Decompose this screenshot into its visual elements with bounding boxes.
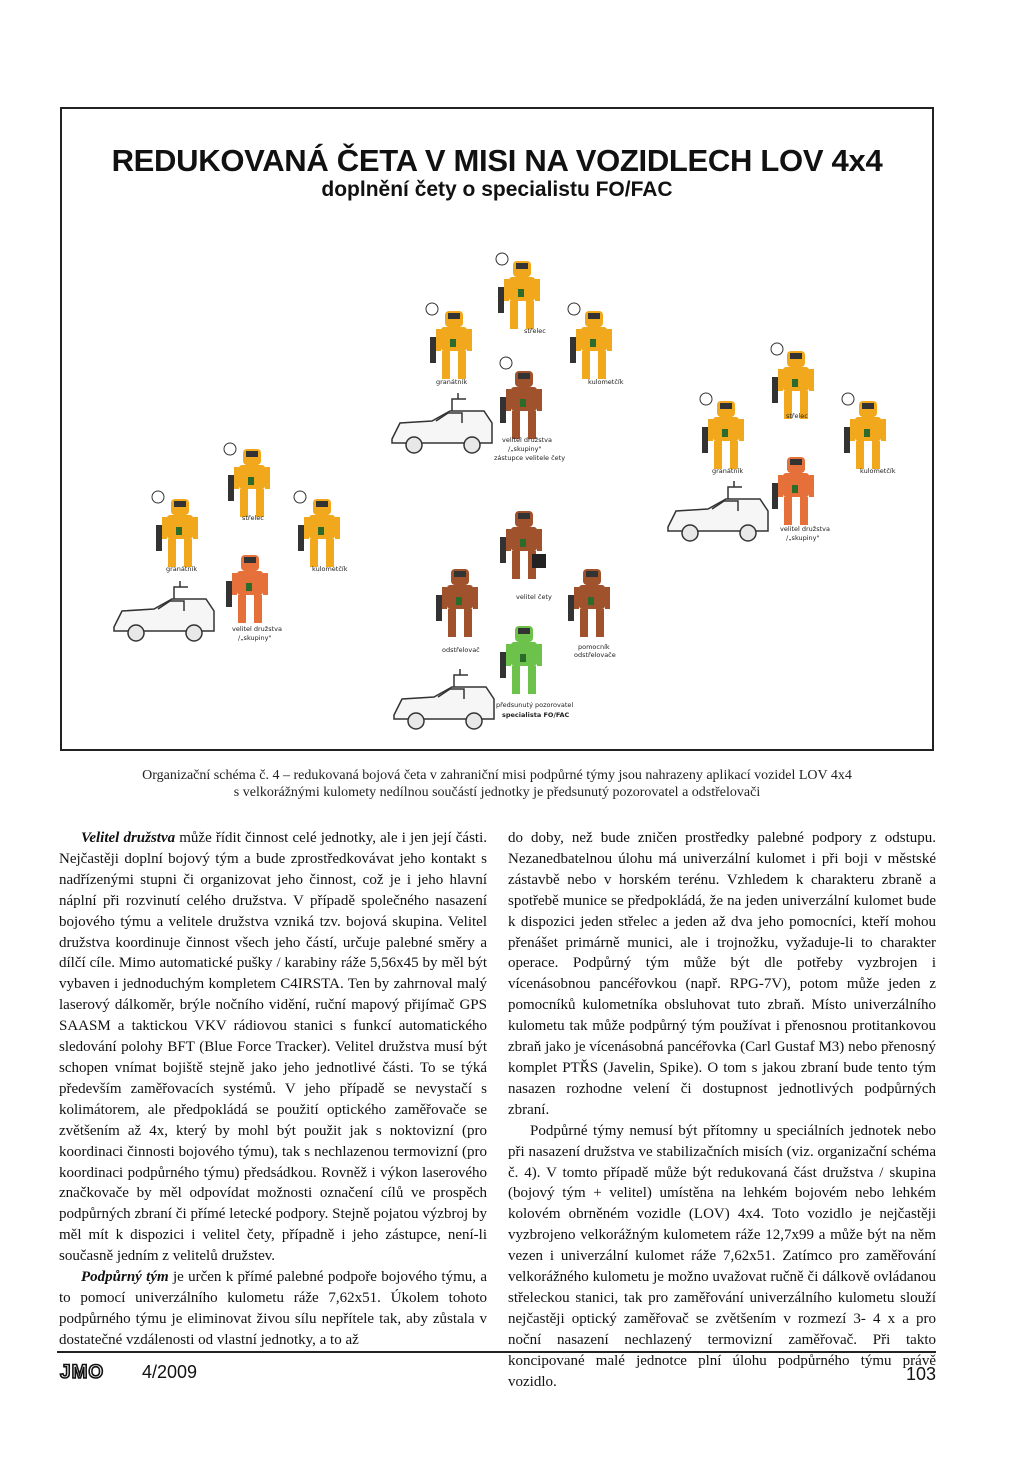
paragraph-lead: Velitel družstva <box>81 830 176 846</box>
paragraph <box>59 1267 487 1351</box>
radio-icon <box>532 554 546 568</box>
label-granatnik: granátník <box>712 467 744 475</box>
article-column-right <box>508 828 936 1392</box>
soldier-icon <box>702 401 744 469</box>
label-kulometcik: kulometčík <box>312 565 348 573</box>
soldier-icon <box>298 499 340 567</box>
paragraph-continued: do doby, než bude zničen prostředky palebné podpory z odstupu. Nezanedbatelnou úlohu má univerzální kulomet i při boji v městské zástavbě nebo v horském terénu. Vzhledem k charakteru zbraně a spotřebě munice se předpokládá, že na jeden univerzální kulomet bude k dispozici jeden střelec a jeden až dva jeho pomocníci, kteří mohou přenášet primárně munici, ale i trojnožku, vyžaduje-li to charakter operace. Podpůrný tým může být dle potřeby vyzbrojen i vícenásobnou pancéřovkou (např. RPG-7V), potom může jeden z pomocníků kulometníka obsluhovat tuto zbraň. Místo univerzálního kulometu tak může podpůrný tým používat i přenosnou protitankovou zbraň jako je vícenásobná pancéřovka (Carl Gustaf M3) nebo přenosný komplet PTŘS (Javelin, Spike). O tom s jakou zbraní bude tento tým nasazen rozhodne velení či dostupnost jednotlivých podpůrných zbraní. <box>508 830 936 1118</box>
label-fo-fac-1: předsunutý pozorovatel <box>496 701 574 709</box>
soldier-icon <box>226 555 268 623</box>
label-granatnik: granátník <box>166 565 198 573</box>
article-column-left <box>59 828 487 1351</box>
label-fo-fac-2: specialista FO/FAC <box>502 711 570 719</box>
label-odstrelovac: odstřelovač <box>442 646 480 654</box>
figure-title: REDUKOVANÁ ČETA V MISI NA VOZIDLECH LOV 4x4 <box>111 143 883 178</box>
label-strelec: střelec <box>524 327 546 335</box>
label-strelec: střelec <box>242 514 264 522</box>
footer-rule <box>57 1351 936 1353</box>
vehicle-icon <box>668 481 768 541</box>
squad-group-right <box>668 343 896 542</box>
paragraph-text: je určen k přímé palebné podpoře bojového týmu, a to pomocí univerzálního kulometu ráže 7,62x51. Úkolem tohoto podpůrného týmu je eliminovat živou sílu nepřítele tak, aby zůstala v dostatečné vzdálenosti od vlastní jednotky, a to až <box>59 1269 487 1348</box>
issue-number: 4/2009 <box>142 1362 198 1382</box>
squad-group-left <box>114 443 348 642</box>
soldier-icon <box>500 626 542 694</box>
vehicle-icon <box>394 669 494 729</box>
soldier-icon <box>436 569 478 637</box>
soldier-icon <box>500 371 542 439</box>
soldier-icon <box>430 311 472 379</box>
vehicle-icon <box>114 581 214 641</box>
page-number: 103 <box>905 1364 936 1384</box>
vehicle-icon <box>392 393 492 453</box>
soldier-icon <box>568 569 610 637</box>
label-kulometcik: kulometčík <box>588 378 624 386</box>
soldier-icon <box>570 311 612 379</box>
caption-line-1: Organizační schéma č. 4 – redukovaná bojová četa v zahraniční misi podpůrné týmy jsou nahrazeny aplikací vozidel LOV 4x4 <box>142 768 852 783</box>
platoon-hq-group <box>394 511 616 729</box>
label-zastupce: zástupce velitele čety <box>494 454 566 462</box>
label-velitel-cety: velitel čety <box>516 593 552 601</box>
org-chart-diagram <box>62 109 932 749</box>
figure-caption <box>60 767 934 801</box>
paragraph-lead: Podpůrný tým <box>81 1269 169 1286</box>
label-velitel-druzstva: velitel družstva <box>502 436 552 444</box>
soldier-icon <box>500 511 542 579</box>
paragraph: Podpůrné týmy nemusí být přítomny u speciálních jednotek nebo při nasazení družstva ve stabilizačních misích (viz. organizační schéma č. 4). V tomto případě může být redukovaná část družstva / skupina (bojový tým + velitel) umístěna na lehkém bojovém nebo lehkém kolovém obrněném vozidle (LOV) 4x4. Toto vozidlo je nejčastěji vyzbrojeno velkorážným kulometem ráže 12,7x99 a může být na něm vezen i univerzální kulomet ráže 7,62x51. Zatímco pro zaměřování velkorážného kulometu je možno uvažovat ručně či dálkově ovládanou střeleckou stanici, tak pro zaměřování univerzálního kulometu slouží nejčastěji optický zaměřovač se zvětšením v rozmezí 3- 4 x a pro noční nasazení nechlazený termovizní zaměřovač. Při takto koncipované malé jednotce plní úlohu podpůrného týmu právě vozidlo. <box>508 1122 936 1390</box>
label-pomocnik: pomocník <box>578 643 610 651</box>
paragraph-text: může řídit činnost celé jednotky, ale i jen její části. Nejčastěji doplní bojový tým a bude zprostředkovávat jeho kontakt s nadřízenými stupni či organizovat jeho činnost, což je i jeho hlavní náplní při rozvinutí celého družstva. V případě společného nasazení bojového týmu a velitele družstva vzniká tzv. bojová skupina. Velitel družstva koordinuje činnost všech jeho částí, určuje palebné směry a dílčí cíle. Mimo automatické pušky / karabiny ráže 5,56x45 by měl být vybaven i jednoduchým kompletem C4IRSTA. Ten by zahrnoval malý laserový dálkoměr, brýle nočního vidění, ruční mapový přijímač GPS SAASM a taktickou VKV rádiovou stanici s funkcí automatického sledování polohy BFT (Blue Force Tracker). Velitel družstva musí být schopen vnímat bojiště stejně jako jeho jednotlivé části. To se týká především zaměřovacích systémů. V jeho případě se nevystačí s kolimátorem, ale předpokládá se použití optického zaměřovače se zvětšením až 4x, který by mohl být použit jak s noktovizní (pro koordinaci činnosti bojového týmu), tak s nechlazenou termovizní (pro koordinaci podpůrného týmu) předsádkou. Rovněž i výkon laserového značkovače by měl odpovídat možnosti označení cílů ve prospěch podpůrných zbraní či přímé letecké podpory. Stejně pojatou výzbroj by měl mít k dispozici i velitel čety, případně i jeho zástupce, není-li současně jedním z velitelů družstev. <box>59 830 487 1265</box>
squad-group-top <box>392 253 624 462</box>
journal-logo: JMO <box>60 1362 105 1383</box>
label-granatnik: granátník <box>436 378 468 386</box>
label-skupiny: /„skupiny" <box>508 445 542 453</box>
soldier-icon <box>498 261 540 329</box>
figure-subtitle: doplnění čety o specialistu FO/FAC <box>321 178 673 201</box>
label-velitel-druzstva: velitel družstva <box>232 625 282 633</box>
label-skupiny: /„skupiny" <box>786 534 820 542</box>
org-chart-figure <box>60 107 934 751</box>
soldier-icon <box>156 499 198 567</box>
paragraph <box>59 828 487 1267</box>
caption-line-2: s velkorážnými kulomety nedílnou součástí jednotky je předsunutý pozorovatel a odstřelovači <box>233 785 761 800</box>
label-skupiny: /„skupiny" <box>238 634 272 642</box>
label-kulometcik: kulometčík <box>860 467 896 475</box>
soldier-icon <box>844 401 886 469</box>
label-strelec: střelec <box>786 412 808 420</box>
soldier-icon <box>228 449 270 517</box>
label-pomocnik-odstrelovace: odstřelovače <box>574 651 616 659</box>
label-velitel-druzstva: velitel družstva <box>780 525 830 533</box>
soldier-icon <box>772 351 814 419</box>
soldier-icon <box>772 457 814 525</box>
